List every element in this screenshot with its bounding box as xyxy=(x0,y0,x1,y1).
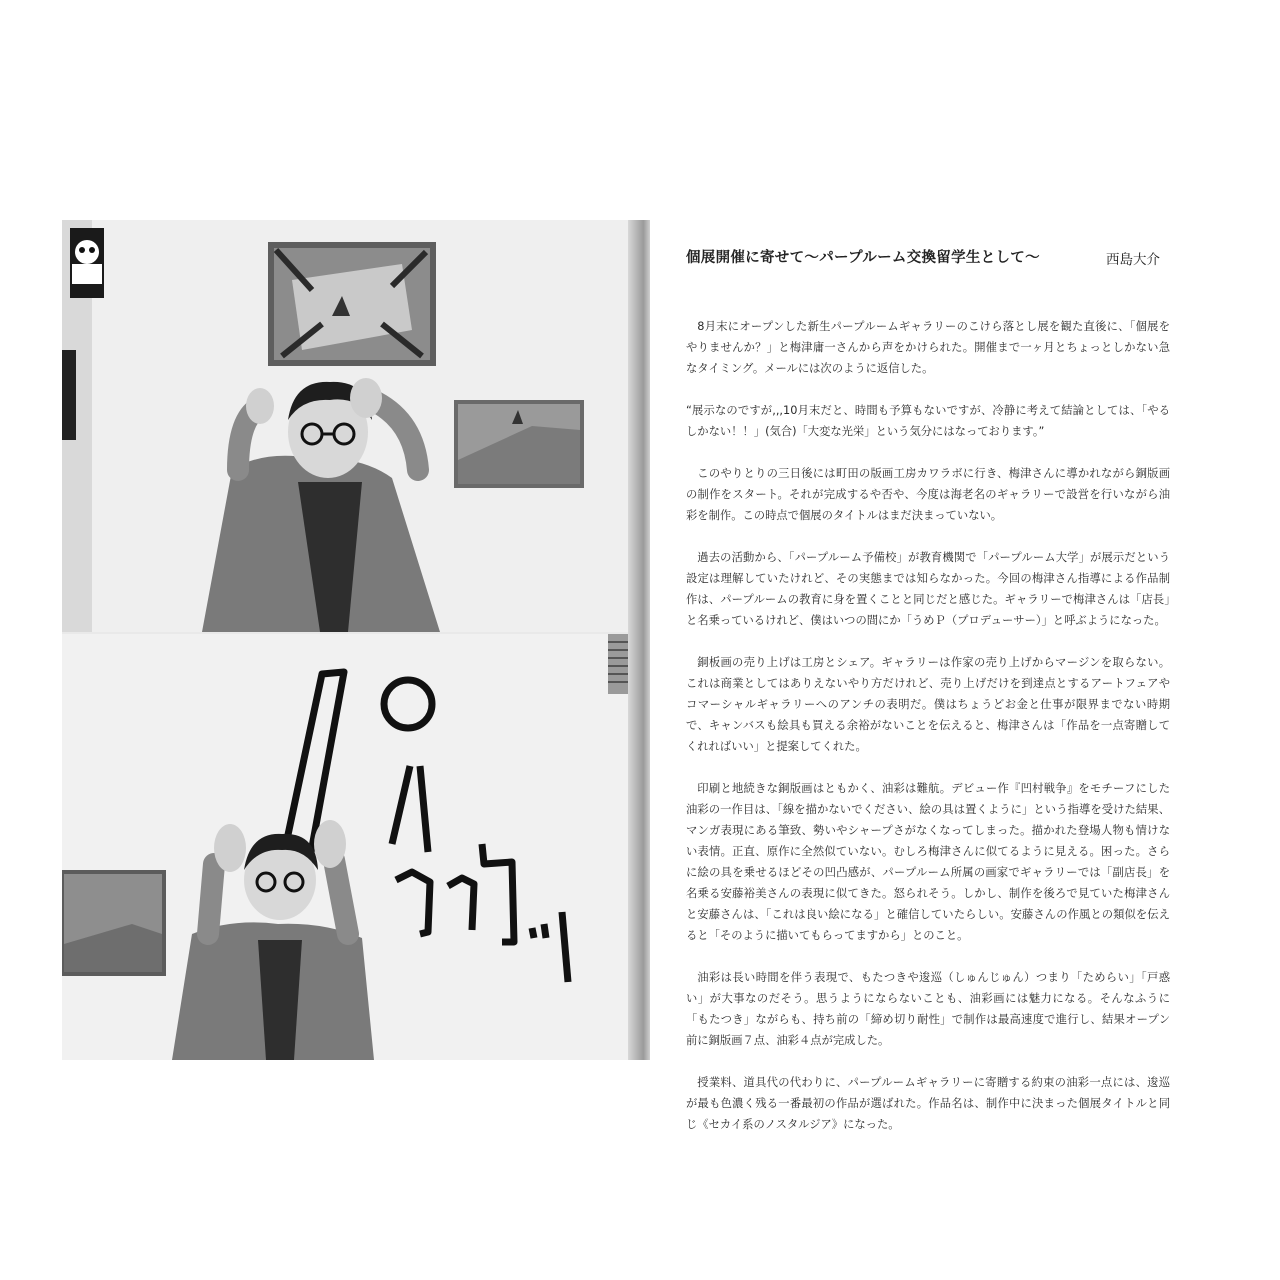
photo-top-scene xyxy=(62,220,632,632)
paragraph: このやりとりの三日後には町田の版画工房カワラボに行き、梅津さんに導かれながら銅版画の制作をスタート。それが完成するや否や、今度は海老名のギャラリーで設営を行いながら油彩を制作。この時点で個展のタイトルはまだ決まっていない。 xyxy=(686,467,1170,522)
magazine-spread xyxy=(62,220,1218,1131)
painting-small xyxy=(454,400,584,488)
paragraph: 油彩は長い時間を伴う表現で、もたつきや逡巡（しゅんじゅん）つまり「ためらい」「戸惑い」が大事なのだそう。思うようにならないことも、油彩画には魅力になる。そんなふうに「もたつき」ながらも、持ち前の「締め切り耐性」で制作は最高速度で進行し、結果オープン前に銅版画７点、油彩４点が完成した。 xyxy=(686,971,1170,1047)
article-title: 個展開催に寄せて〜パープルーム交換留学生として〜 xyxy=(686,250,1040,266)
photo-bottom xyxy=(62,634,632,1060)
paragraph: 印刷と地続きな銅版画はともかく、油彩は難航。デビュー作『凹村戦争』をモチーフにした油彩の一作目は、「線を描かないでください、絵の具は置くように」という指導を受けた結果、マンガ表現にある筆致、勢いやシャープさがなくなってしまった。描かれた登場人物も情けない表情。正直、原作に全然似ていない。むしろ梅津さんに似てるように見える。困った。さらに絵の具を乗せるほどその凹凸感が、パープルーム所属の画家でギャラリーでは「副店長」を名乗る安藤裕美さんの表現に似てきた。怒られそう。しかし、制作を後ろで見ていた梅津さんと安藤さんは、「これは良い絵になる」と確信していたらしい。安藤さんの作風との類似を伝えると「そのように描いてもらってますから」とのこと。 xyxy=(686,782,1170,942)
small-artwork-top-left xyxy=(70,228,104,298)
photo-top xyxy=(62,220,632,632)
article-author: 西島大介 xyxy=(1106,252,1160,268)
left-page xyxy=(62,220,646,1060)
book-gutter xyxy=(628,220,650,1060)
paragraph: 銅板画の売り上げは工房とシェア。ギャラリーは作家の売り上げからマージンを取らない。これは商業としてはありえないやり方だけれど、売り上げだけを到達点とするアートフェアやコマーシャルギャラリーへのアンチの表明だ。僕はちょうどお金と仕事が限界までない時期で、キャンバスも絵具も買える余裕がないことを伝えると、梅津さんは「作品を一点寄贈してくれればいい」と提案してくれた。 xyxy=(686,656,1170,753)
right-page xyxy=(650,220,1218,1131)
paragraph: 8月末にオープンした新生パープルームギャラリーのこけら落とし展を観た直後に、「個展をやりませんか？」と梅津庸一さんから声をかけられた。開催まで一ヶ月とちょっとしかない急なタイミング。メールには次のように返信した。 xyxy=(686,320,1170,375)
painting-bottom-left xyxy=(62,870,166,976)
photo-bottom-scene xyxy=(62,634,632,1060)
article-body xyxy=(686,316,1170,1156)
painting-large xyxy=(268,242,436,366)
paragraph: 授業料、道具代の代わりに、パープルームギャラリーに寄贈する約束の油彩一点には、逡巡が最も色濃く残る一番最初の作品が選ばれた。作品名は、制作中に決まった個展タイトルと同じ《セカイ系のノスタルジア》になった。 xyxy=(686,1076,1170,1131)
paragraph-quote: “展示なのですが,,,10月末だと、時間も予算もないですが、冷静に考えて結論としては、「やるしかない！！」(気合)「大変な光栄」という気分にはなっております。” xyxy=(686,404,1170,438)
paragraph: 過去の活動から、「パープルーム予備校」が教育機関で「パープルーム大学」が展示だという設定は理解していたけれど、その実態までは知らなかった。今回の梅津さん指導による作品制作は、パープルームの教育に身を置くことと同じだと感じた。ギャラリーで梅津さんは「店長」と名乗っているけれど、僕はいつの間にか「うめＰ（プロデューサー）」と呼ぶようになった。 xyxy=(686,551,1170,627)
